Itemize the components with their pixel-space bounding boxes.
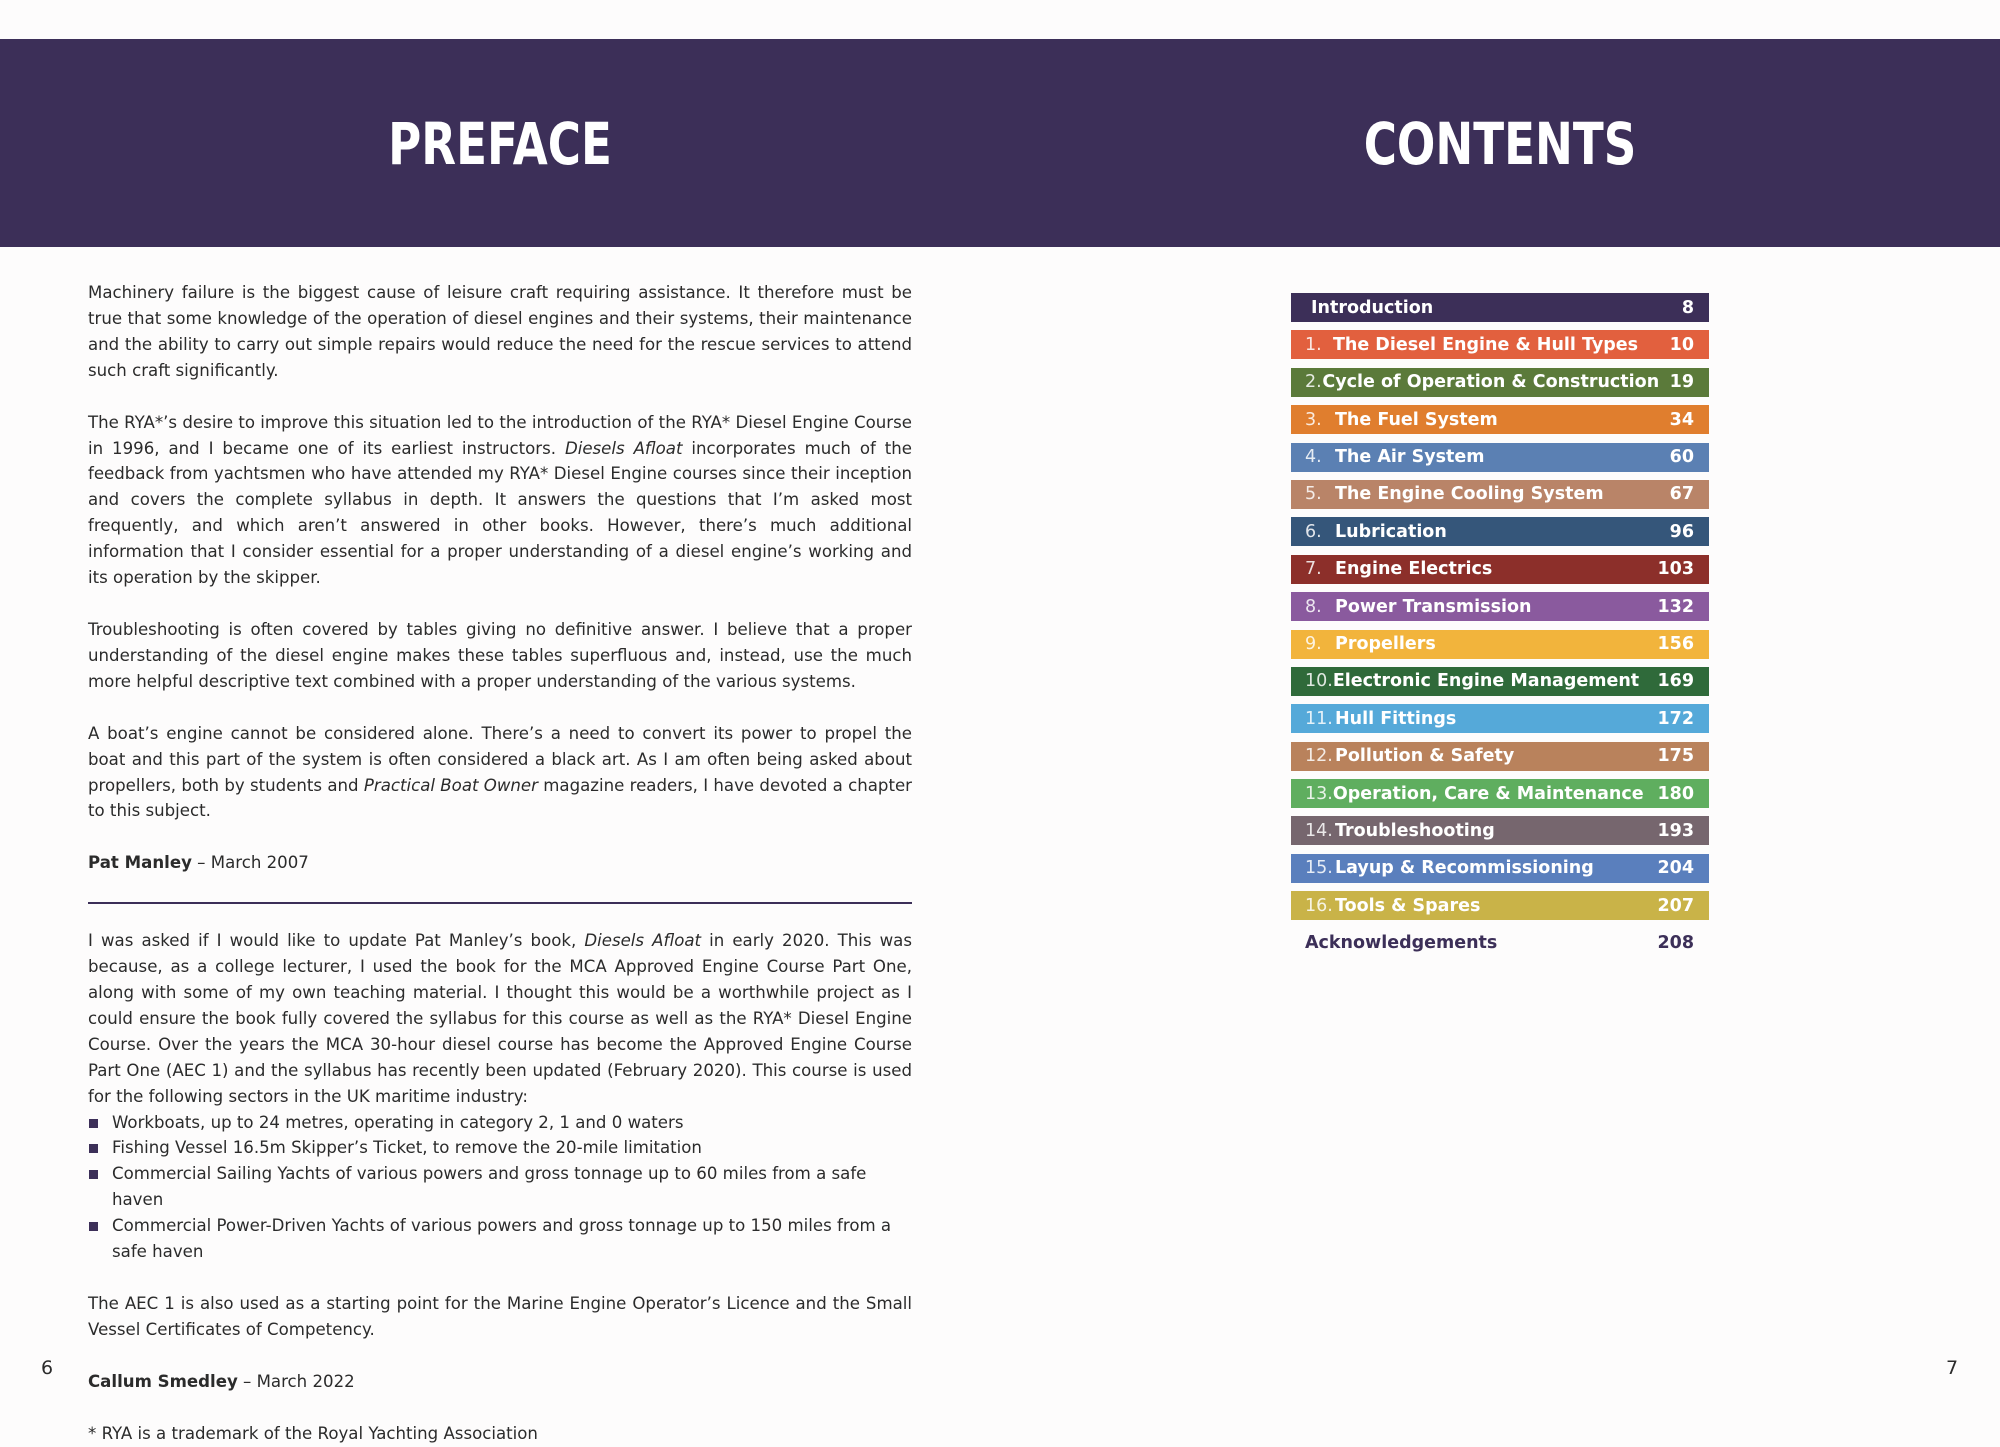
toc-page: 8: [1681, 297, 1694, 318]
toc-page: 19: [1669, 372, 1694, 393]
signature-callum-smedley: [88, 1369, 912, 1395]
toc-page: 96: [1669, 521, 1694, 542]
book-title: Diesels Afloat: [584, 931, 702, 951]
preface-paragraph: Machinery failure is the biggest cause of leisure craft requiring assistance. It therefore must be true that some knowledge of the operation of diesel engines and their systems, their maintenance and the ability to carry out simple repairs would reduce the need for the rescue services to attend such craft significantly.: [88, 283, 912, 380]
trademark-footnote: * RYA is a trademark of the Royal Yachting Association: [88, 1423, 538, 1443]
magazine-title: Practical Boat Owner: [363, 775, 538, 795]
preface-paragraph: Troubleshooting is often covered by tables giving no definitive answer. I believe that a proper understanding of the diesel engine makes these tables superfluous and, instead, use the much more helpful descriptive text combined with a proper understanding of the various systems.: [88, 619, 912, 691]
toc-chapter-number: 2.: [1305, 372, 1322, 393]
toc-chapter-number: 6.: [1305, 521, 1322, 542]
author-name: Pat Manley: [88, 853, 192, 873]
author-name: Callum Smedley: [88, 1371, 238, 1391]
toc-chapter-number: 10.: [1305, 671, 1333, 692]
toc-row-chapter[interactable]: [1291, 592, 1709, 621]
page-number-left: 6: [41, 1357, 54, 1379]
toc-title: Hull Fittings: [1335, 708, 1457, 729]
toc-chapter-number: 7.: [1305, 559, 1322, 580]
toc-page: 156: [1657, 634, 1694, 655]
contents-heading: CONTENTS: [1363, 110, 1637, 178]
toc-chapter-number: 4.: [1305, 447, 1322, 468]
toc-chapter-number: 14.: [1305, 820, 1333, 841]
contents-list: [1291, 293, 1709, 966]
toc-title: Propellers: [1335, 634, 1436, 655]
toc-chapter-number: 16.: [1305, 895, 1333, 916]
toc-chapter-number: 8.: [1305, 596, 1322, 617]
preface-paragraph: [88, 721, 912, 825]
toc-row-chapter[interactable]: [1291, 816, 1709, 845]
toc-title: Tools & Spares: [1335, 895, 1481, 916]
toc-row-chapter[interactable]: [1291, 742, 1709, 771]
toc-title: The Fuel System: [1335, 409, 1498, 430]
toc-title: Introduction: [1311, 297, 1434, 318]
text-run: I was asked if I would like to update Pat Manley’s book,: [88, 931, 585, 951]
list-item: Commercial Power-Driven Yachts of various powers and gross tonnage up to 150 miles from a safe haven: [88, 1213, 912, 1265]
toc-page: 60: [1669, 447, 1694, 468]
book-title: Diesels Afloat: [564, 438, 683, 458]
signature-date: – March 2022: [237, 1371, 355, 1391]
toc-row-chapter[interactable]: [1291, 555, 1709, 584]
toc-title: Layup & Recommissioning: [1335, 858, 1594, 879]
page-number-right: 7: [1946, 1357, 1959, 1379]
toc-chapter-number: 11.: [1305, 708, 1333, 729]
toc-row-chapter[interactable]: [1291, 667, 1709, 696]
toc-row-introduction[interactable]: [1291, 293, 1709, 322]
preface-paragraph: [88, 928, 912, 1109]
toc-chapter-number: 13.: [1305, 783, 1333, 804]
toc-chapter-number: 5.: [1305, 484, 1322, 505]
toc-title: Electronic Engine Management: [1332, 671, 1640, 692]
list-item: Commercial Sailing Yachts of various powers and gross tonnage up to 60 miles from a safe haven: [88, 1161, 912, 1213]
toc-row-chapter[interactable]: [1291, 368, 1709, 397]
signature-pat-manley: [88, 850, 912, 876]
toc-chapter-number: 1.: [1305, 334, 1322, 355]
list-item: Workboats, up to 24 metres, operating in category 2, 1 and 0 waters: [88, 1110, 912, 1136]
toc-title: The Air System: [1335, 447, 1485, 468]
toc-page: 204: [1657, 858, 1694, 879]
toc-chapter-number: 15.: [1305, 858, 1333, 879]
toc-page: 67: [1669, 484, 1694, 505]
toc-page: 193: [1657, 820, 1694, 841]
preface-paragraph: [88, 410, 912, 591]
toc-title: Pollution & Safety: [1335, 746, 1515, 767]
toc-page: 180: [1657, 783, 1694, 804]
toc-chapter-number: 3.: [1305, 409, 1322, 430]
toc-row-chapter[interactable]: [1291, 330, 1709, 359]
toc-row-chapter[interactable]: [1291, 480, 1709, 509]
toc-title: Acknowledgements: [1305, 933, 1498, 954]
toc-row-chapter[interactable]: [1291, 630, 1709, 659]
section-divider: [88, 902, 912, 904]
toc-row-chapter[interactable]: [1291, 779, 1709, 808]
toc-row-chapter[interactable]: [1291, 405, 1709, 434]
toc-title: Cycle of Operation & Construction: [1322, 372, 1660, 393]
text-run: incorporates much of the feedback from yachtsmen who have attended my RYA* Diesel Engine courses since their inception and covers the complete syllabus in depth. It answers the questions that I’m asked most frequently, and which aren’t answered in other books. However, there’s much additional information that I consider essential for a proper understanding of a diesel engine’s working and its operation by the skipper.: [88, 438, 912, 588]
preface-paragraph: The AEC 1 is also used as a starting point for the Marine Engine Operator’s Licence and the Small Vessel Certificates of Competency.: [88, 1294, 912, 1339]
text-run: A boat’s engine cannot be considered alone. There’s a need to convert its power to propel the boat and this part of the system is often considered a black art. As I am often being asked about propellers, both by students and: [88, 723, 912, 795]
toc-row-chapter[interactable]: [1291, 443, 1709, 472]
toc-page: 103: [1657, 559, 1694, 580]
signature-date: – March 2007: [191, 853, 309, 873]
toc-title: Lubrication: [1335, 521, 1447, 542]
text-run: The RYA*’s desire to improve this situation led to the introduction of the RYA* Diesel Engine Course in 1996, and I became one of its earliest instructors.: [88, 412, 912, 458]
toc-page: 175: [1657, 746, 1694, 767]
toc-chapter-number: 9.: [1305, 634, 1322, 655]
toc-title: Operation, Care & Maintenance: [1332, 783, 1644, 804]
toc-page: 169: [1657, 671, 1694, 692]
toc-page: 207: [1657, 895, 1694, 916]
toc-page: 132: [1657, 596, 1694, 617]
sector-list: [88, 1110, 912, 1265]
toc-page: 34: [1669, 409, 1694, 430]
toc-page: 208: [1657, 933, 1694, 954]
toc-row-chapter[interactable]: [1291, 704, 1709, 733]
toc-title: Troubleshooting: [1335, 820, 1495, 841]
toc-title: Power Transmission: [1335, 596, 1532, 617]
toc-row-chapter[interactable]: [1291, 891, 1709, 920]
toc-title: The Diesel Engine & Hull Types: [1332, 334, 1639, 355]
toc-page: 10: [1669, 334, 1694, 355]
toc-page: 172: [1657, 708, 1694, 729]
preface-heading: PREFACE: [388, 110, 612, 178]
toc-title: The Engine Cooling System: [1335, 484, 1604, 505]
toc-chapter-number: 12.: [1305, 746, 1333, 767]
toc-row-chapter[interactable]: [1291, 854, 1709, 883]
list-item: Fishing Vessel 16.5m Skipper’s Ticket, to remove the 20-mile limitation: [88, 1135, 912, 1161]
text-run: in early 2020. This was because, as a college lecturer, I used the book for the MCA Approved Engine Course Part One, along with some of my own teaching material. I thought this would be a worthwhile project as I could ensure the book fully covered the syllabus for this course as well as the RYA* Diesel Engine Course. Over the years the MCA 30-hour diesel course has become the Approved Engine Course Part One (AEC 1) and the syllabus has recently been updated (February 2020). This course is used for the following sectors in the UK maritime industry:: [88, 931, 912, 1106]
preface-body: [88, 280, 912, 1447]
toc-title: Engine Electrics: [1335, 559, 1493, 580]
toc-row-acknowledgements[interactable]: [1291, 929, 1709, 958]
text-run: magazine readers, I have devoted a chapter to this subject.: [88, 775, 912, 821]
header-banner: [0, 39, 2000, 247]
toc-row-chapter[interactable]: [1291, 517, 1709, 546]
